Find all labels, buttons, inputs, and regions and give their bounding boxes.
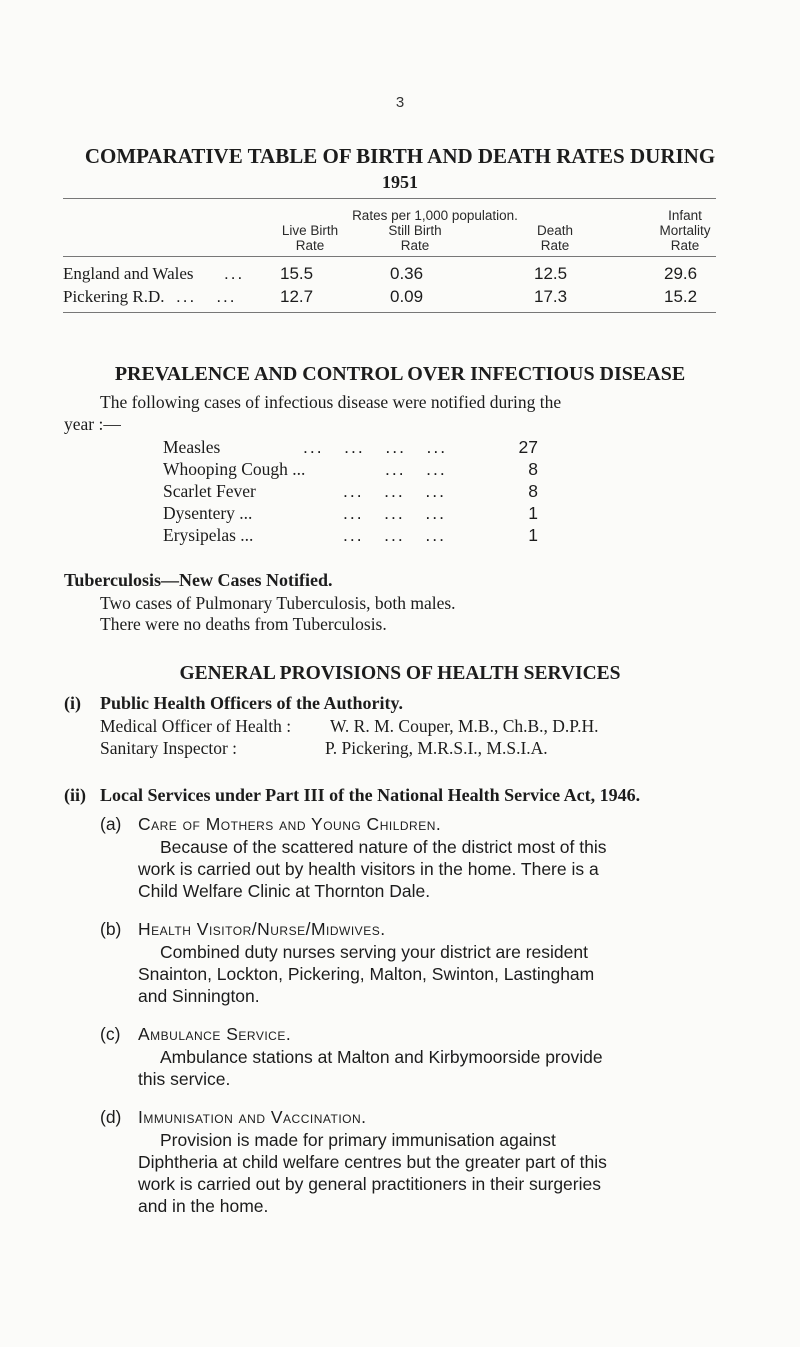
cell-infant: 15.2 — [664, 287, 698, 306]
si-role: Sanitary Inspector : — [100, 738, 238, 758]
disease-count: 1 — [528, 503, 538, 523]
section-ii-heading: Local Services under Part III of the National Health Service Act, 1946. — [100, 785, 641, 805]
disease-name: Whooping Cough ... — [163, 459, 306, 479]
tb-line2: There were no deaths from Tuberculosis. — [100, 614, 387, 634]
header-infant: Infant — [668, 208, 702, 223]
cell-live-birth: 15.5 — [280, 264, 314, 283]
cell-still-birth: 0.36 — [390, 264, 424, 283]
item-b-line: Snainton, Lockton, Pickering, Malton, Swinton, Lastingham — [138, 964, 595, 984]
list-item — [163, 459, 583, 481]
prevalence-title: PREVALENCE AND CONTROL OVER INFECTIOUS DISEASE — [114, 363, 686, 385]
si-name: P. Pickering, M.R.S.I., M.S.I.A. — [325, 738, 548, 758]
header-live-birth-rate: Rate — [295, 238, 325, 253]
item-c-line: this service. — [138, 1069, 231, 1089]
header-death-rate: Rate — [540, 238, 570, 253]
item-a-line: Because of the scattered nature of the district most of this — [160, 837, 607, 857]
header-live-birth: Live Birth — [281, 223, 339, 238]
item-b-line: and Sinnington. — [138, 986, 260, 1006]
table-top-rule — [63, 198, 716, 199]
disease-count: 8 — [528, 459, 538, 479]
moh-role: Medical Officer of Health : — [100, 716, 292, 736]
item-a-line: work is carried out by health visitors in the home. There is a — [138, 859, 599, 879]
disease-list — [163, 437, 583, 547]
disease-name: Measles — [163, 437, 221, 457]
list-item — [163, 437, 583, 459]
comparative-title-line1: COMPARATIVE TABLE OF BIRTH AND DEATH RATES DURING — [84, 144, 716, 168]
item-c-heading: Ambulance Service. — [138, 1024, 292, 1044]
item-a-label: (a) — [100, 814, 122, 834]
item-b-line: Combined duty nurses serving your district are resident — [160, 942, 588, 962]
header-still-birth: Still Birth — [388, 223, 442, 238]
item-c-line: Ambulance stations at Malton and Kirbymoorside provide — [160, 1047, 603, 1067]
comparative-title-line2: 1951 — [382, 172, 418, 192]
section-i-heading: Public Health Officers of the Authority. — [100, 693, 403, 713]
cell-live-birth: 12.7 — [280, 287, 314, 306]
item-b-label: (b) — [100, 919, 122, 939]
disease-dots: ... ... ... ... — [303, 437, 448, 457]
row-dots-pickering: ... ... — [176, 287, 237, 306]
item-b-heading: Health Visitor/Nurse/Midwives. — [138, 919, 386, 939]
page-number: 3 — [395, 94, 405, 111]
header-infant-rate: Rate — [670, 238, 700, 253]
disease-dots: ... ... ... — [343, 503, 446, 523]
row-dots-england: ... — [224, 264, 245, 283]
item-a-line: Child Welfare Clinic at Thornton Dale. — [138, 881, 431, 901]
item-d-line: Provision is made for primary immunisation against — [160, 1130, 556, 1150]
item-d-line: work is carried out by general practitioners in their surgeries — [138, 1174, 601, 1194]
disease-dots: ... ... — [385, 459, 447, 479]
row-area-england: England and Wales — [63, 264, 194, 283]
cell-infant: 29.6 — [664, 264, 698, 283]
item-d-label: (d) — [100, 1107, 122, 1127]
item-d-line: Diphtheria at child welfare centres but the greater part of this — [138, 1152, 607, 1172]
header-still-birth-rate: Rate — [400, 238, 430, 253]
disease-dots: ... ... ... — [343, 481, 446, 501]
list-item — [163, 525, 583, 547]
table-header-rule — [63, 256, 716, 257]
header-death: Death — [536, 223, 574, 238]
disease-name: Erysipelas ... — [163, 525, 254, 545]
cell-still-birth: 0.09 — [390, 287, 424, 306]
cell-death: 12.5 — [534, 264, 568, 283]
disease-name: Scarlet Fever — [163, 481, 256, 501]
header-mortality: Mortality — [659, 223, 711, 238]
disease-count: 8 — [528, 481, 538, 501]
disease-dots: ... ... ... — [343, 525, 446, 545]
item-d-line: and in the home. — [138, 1196, 269, 1216]
tb-line1: Two cases of Pulmonary Tuberculosis, both males. — [100, 593, 456, 613]
section-ii-label: (ii) — [64, 785, 86, 805]
cell-death: 17.3 — [534, 287, 568, 306]
general-title: GENERAL PROVISIONS OF HEALTH SERVICES — [179, 663, 621, 684]
disease-count: 1 — [528, 525, 538, 545]
item-c-label: (c) — [100, 1024, 121, 1044]
list-item — [163, 503, 583, 525]
item-d-heading: Immunisation and Vaccination. — [138, 1107, 367, 1127]
disease-count: 27 — [518, 437, 538, 457]
prevalence-intro-line1: The following cases of infectious disease were notified during the — [100, 392, 562, 412]
row-area-pickering: Pickering R.D. — [63, 287, 165, 306]
table-bottom-rule — [63, 312, 716, 313]
header-group: Rates per 1,000 population. — [352, 208, 518, 223]
list-item — [163, 481, 583, 503]
section-i-label: (i) — [64, 693, 81, 713]
prevalence-intro-line2: year :— — [64, 414, 121, 434]
tb-heading: Tuberculosis—New Cases Notified. — [64, 570, 333, 590]
item-a-heading: Care of Mothers and Young Children. — [138, 814, 442, 834]
moh-name: W. R. M. Couper, M.B., Ch.B., D.P.H. — [330, 716, 599, 736]
disease-name: Dysentery ... — [163, 503, 253, 523]
